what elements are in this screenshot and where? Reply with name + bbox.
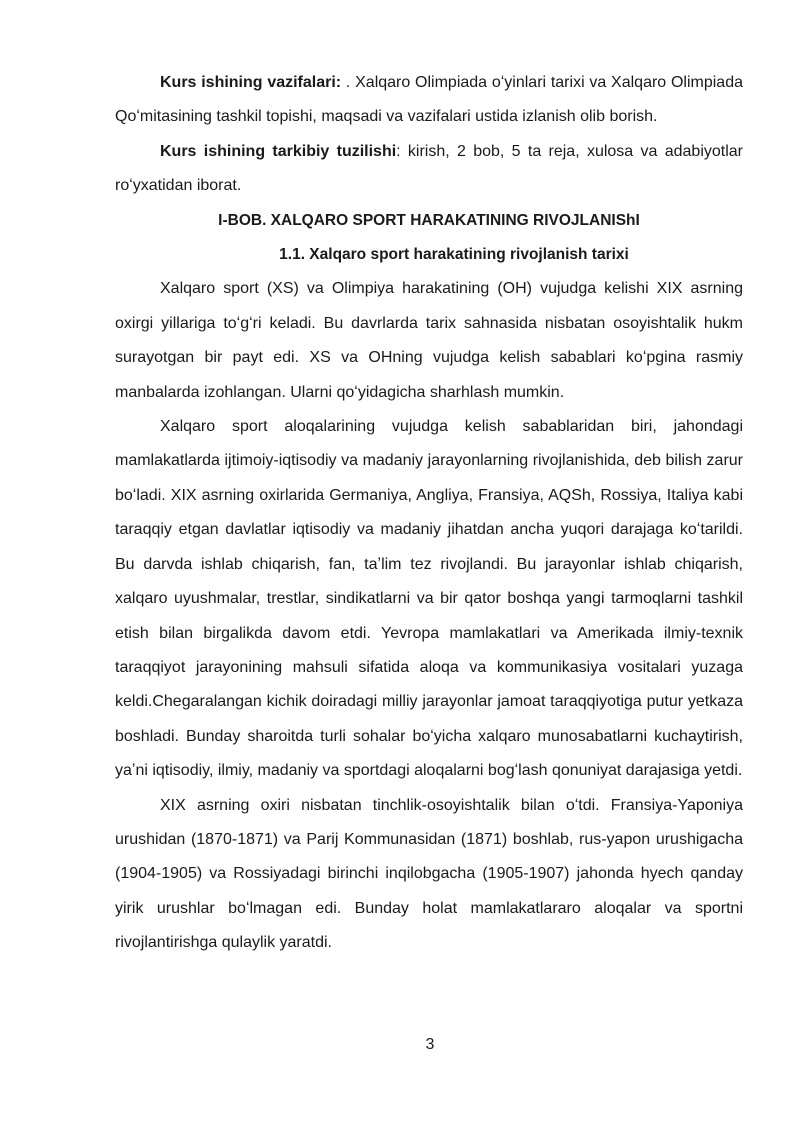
structure-paragraph	[115, 135, 743, 204]
chapter-title: I-BOB. XALQARO SPORT HARAKATINING RIVOJLANIShI	[218, 211, 640, 229]
body-paragraph-2: Xalqaro sport aloqalarining vujudga kelish sabablaridan biri, jahondagi mamlakatlarda ijtimoiy-iqtisodiy va madaniy jarayonlarning rivojlanishida, deb bilish zarur boʻladi. XIX asrning oxirlarida Germaniya, Angliya, Fransiya, AQSh, Rossiya, Italiya kabi taraqqiy etgan davlatlar iqtisodiy va madaniy jihatdan ancha yuqori darajaga koʻtarildi. Bu darvda ishlab chiqarish, fan, taʼlim tez rivojlandi. Bu jarayonlar ishlab chiqarish, xalqaro uyushmalar, trestlar, sindikatlarni va bir qator boshqa yangi tarmoqlarni tashkil etish bilan birgalikda davom etdi. Yevropa mamlakatlari va Amerikada ilmiy-texnik taraqqiyot jarayonining mahsuli sifatida aloqa va kommunikasiya vositalari yuzaga keldi.Chegaralangan kichik doiradagi milliy jarayonlar jamoat taraqqiyotiga putur yetkaza boshladi. Bunday sharoitda turli sohalar boʻyicha xalqaro munosabatlarni kuchaytirish, yaʼni iqtisodiy, ilmiy, madaniy va sportdagi aloqalarni bogʻlash qonuniyat darajasiga yetdi.	[115, 418, 743, 780]
tasks-paragraph	[115, 66, 743, 135]
section-title: 1.1. Xalqaro sport harakatining rivojlanish tarixi	[279, 246, 629, 264]
structure-label: Kurs ishining tarkibiy tuzilishi	[160, 142, 397, 160]
page-number: 3	[425, 1036, 435, 1053]
tasks-text: . Xalqaro Olimpiada oʻyinlari tarixi va Xalqaro Olimpiada Qoʻmitasining tashkil topishi, maqsadi va vazifalari ustida izlanish olib borish.	[115, 74, 744, 126]
structure-text: : kirish, 2 bob, 5 ta reja, xulosa va adabiyotlar roʻyxatidan iborat.	[115, 142, 743, 195]
tasks-label: Kurs ishining vazifalari:	[160, 74, 342, 91]
body-paragraph-3: XIX asrning oxiri nisbatan tinchlik-osoyishtalik bilan oʻtdi. Fransiya-Yaponiya urushidan (1870-1871) va Parij Kommunasidan (1871) boshlab, rus-yapon urushigacha (1904-1905) va Rossiyadagi birinchi inqilobgacha (1905-1907) jahonda hyech qanday yirik urushlar boʻlmagan edi. Bunday holat mamlakatlararo aloqalar va sportni rivojlantirishga qulaylik yaratdi.	[115, 796, 743, 952]
body-paragraph-1: Xalqaro sport (XS) va Olimpiya harakatining (OH) vujudga kelishi XIX asrning oxirgi yillariga toʻgʻri keladi. Bu davrlarda tarix sahnasida nisbatan osoyishtalik hukm surayotgan bir payt edi. XS va OHning vujudga kelish sabablari koʻpgina rasmiy manbalarda izohlangan. Ularni qoʻyidagicha sharhlash mumkin.	[115, 280, 743, 401]
